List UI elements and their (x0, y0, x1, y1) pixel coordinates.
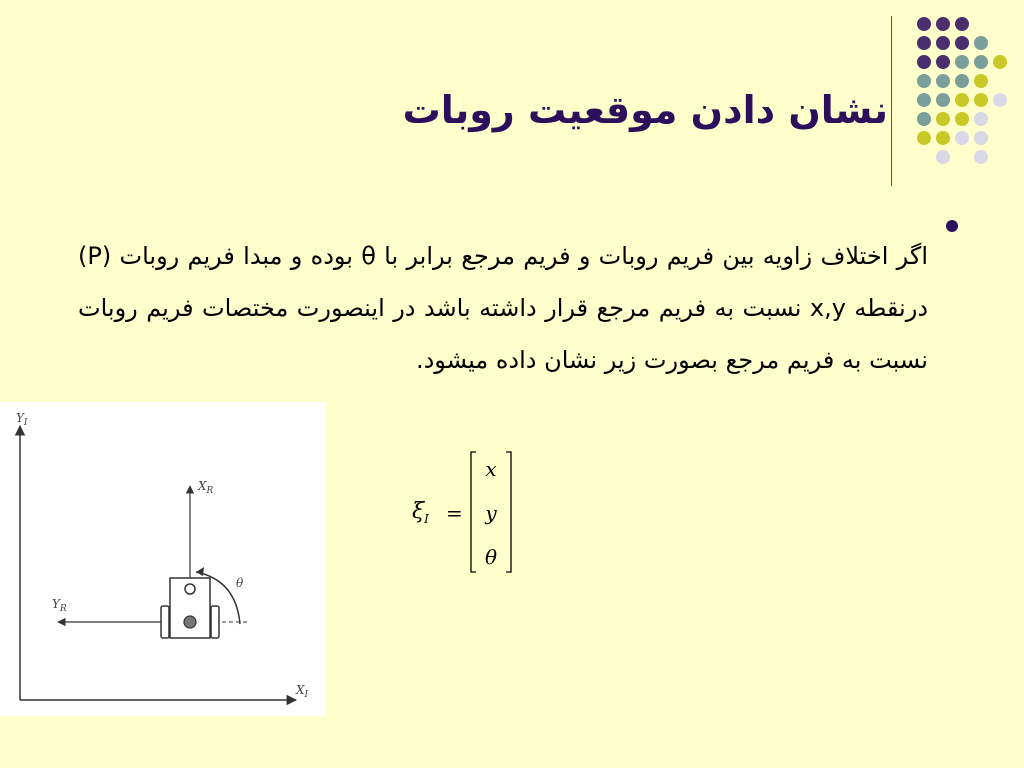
decorative-dot (974, 93, 988, 107)
decorative-dot (917, 36, 931, 50)
decorative-dot (974, 36, 988, 50)
inertial-x-label: $X_I$ (296, 683, 309, 700)
decorative-dot (955, 55, 969, 69)
decorative-dot (955, 112, 969, 126)
robot-right-wheel (211, 606, 219, 638)
decorative-dot (936, 131, 950, 145)
slide-title: نشان دادن موقعیت روبات (402, 88, 888, 132)
decorative-dot (917, 93, 931, 107)
vector-y: y (485, 501, 497, 525)
decorative-dot (974, 55, 988, 69)
decorative-dot (955, 93, 969, 107)
body-paragraph: اگر اختلاف زاویه بین فریم روبات و فریم مرجع برابر با θ بوده و مبدا فریم روبات (P) درنقطه x,y نسبت به فریم مرجع قرار داشته باشد در اینصورت مختصات فریم روبات نسبت به فریم مرجع بصورت زیر نشان داده میشود. (78, 242, 929, 374)
decorative-dot (993, 55, 1007, 69)
title-divider (891, 16, 892, 186)
inertial-y-label: $Y_I$ (16, 411, 28, 428)
pose-vector-equation (408, 446, 520, 576)
decorative-dot (974, 131, 988, 145)
pose-formula (408, 446, 520, 576)
bullet-marker (946, 220, 958, 232)
theta-arrowhead (196, 567, 204, 576)
decorative-dot (936, 150, 950, 164)
robot-frame-diagram (0, 402, 326, 716)
vector-theta: θ (484, 545, 498, 569)
decorative-dot (955, 36, 969, 50)
robot-origin-point (184, 616, 196, 628)
equals-sign: = (446, 501, 463, 525)
decorative-dot (917, 17, 931, 31)
decorative-dot (955, 74, 969, 88)
decorative-dot (917, 74, 931, 88)
decorative-dot (936, 74, 950, 88)
decorative-dot (974, 74, 988, 88)
decorative-dot (936, 36, 950, 50)
robot-x-label: $X_R$ (198, 479, 214, 496)
decorative-dot (955, 17, 969, 31)
decorative-dot (993, 93, 1007, 107)
theta-label: θ (236, 576, 244, 590)
robot-y-label: $Y_R$ (52, 597, 67, 614)
decorative-dot (936, 17, 950, 31)
decorative-dot (936, 93, 950, 107)
vector-x: x (485, 457, 497, 481)
robot-caster (185, 584, 195, 594)
robot-frame-figure (0, 402, 326, 716)
xi-symbol: $\xi_I$ (412, 499, 429, 526)
robot-left-wheel (161, 606, 169, 638)
decorative-dot (974, 112, 988, 126)
decorative-dot (917, 112, 931, 126)
decorative-dot (917, 131, 931, 145)
decorative-dot (955, 131, 969, 145)
decorative-dot (936, 112, 950, 126)
left-bracket (471, 452, 476, 572)
decorative-dot (936, 55, 950, 69)
right-bracket (506, 452, 511, 572)
decorative-dot (974, 150, 988, 164)
decorative-dot (917, 55, 931, 69)
decorative-dot-grid (905, 12, 1015, 172)
